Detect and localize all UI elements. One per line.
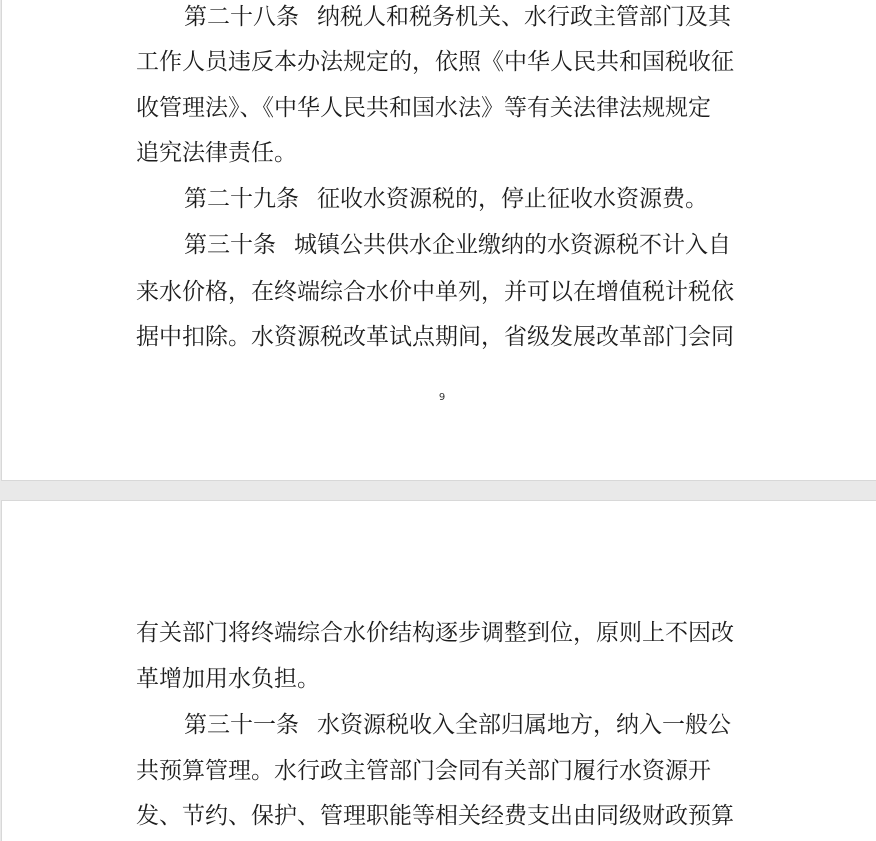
article-28-line-1: 第二十八条 纳税人和税务机关、水行政主管部门及其 (184, 4, 731, 30)
article-31-line-3: 发、节约、保护、管理职能等相关经费支出由同级财政预算 (136, 803, 734, 829)
article-31-heading: 第三十一条 (184, 712, 299, 738)
article-30-heading: 第三十条 (184, 232, 276, 258)
article-30-line-1: 第三十条 城镇公共供水企业缴纳的水资源税不计入自 (184, 232, 731, 258)
continuation-line-1: 有关部门将终端综合水价结构逐步调整到位，原则上不因改 (136, 620, 734, 646)
article-28-line-2: 工作人员违反本办法规定的，依照《中华人民共和国税收征 (136, 49, 734, 75)
article-31-line-2: 共预算管理。水行政主管部门会同有关部门履行水资源开 (136, 758, 711, 784)
article-28-line-3: 收管理法》、《中华人民共和国水法》等有关法律法规规定 (136, 95, 711, 121)
article-28-heading: 第二十八条 (184, 4, 299, 30)
page-number: 9 (438, 392, 446, 403)
article-30-line-2: 来水价格，在终端综合水价中单列，并可以在增值税计税依 (136, 279, 734, 305)
continuation-line-2: 革增加用水负担。 (136, 666, 320, 692)
article-31-line-1: 第三十一条 水资源税收入全部归属地方，纳入一般公 (184, 712, 731, 738)
article-29-heading: 第二十九条 (184, 186, 299, 212)
article-28-line-4: 追究法律责任。 (136, 140, 297, 166)
document-page-10 (2, 501, 876, 841)
article-30-line-3: 据中扣除。水资源税改革试点期间，省级发展改革部门会同 (136, 324, 734, 350)
article-29-line-1: 第二十九条 征收水资源税的，停止征收水资源费。 (184, 186, 708, 212)
document-page-9 (2, 0, 876, 480)
